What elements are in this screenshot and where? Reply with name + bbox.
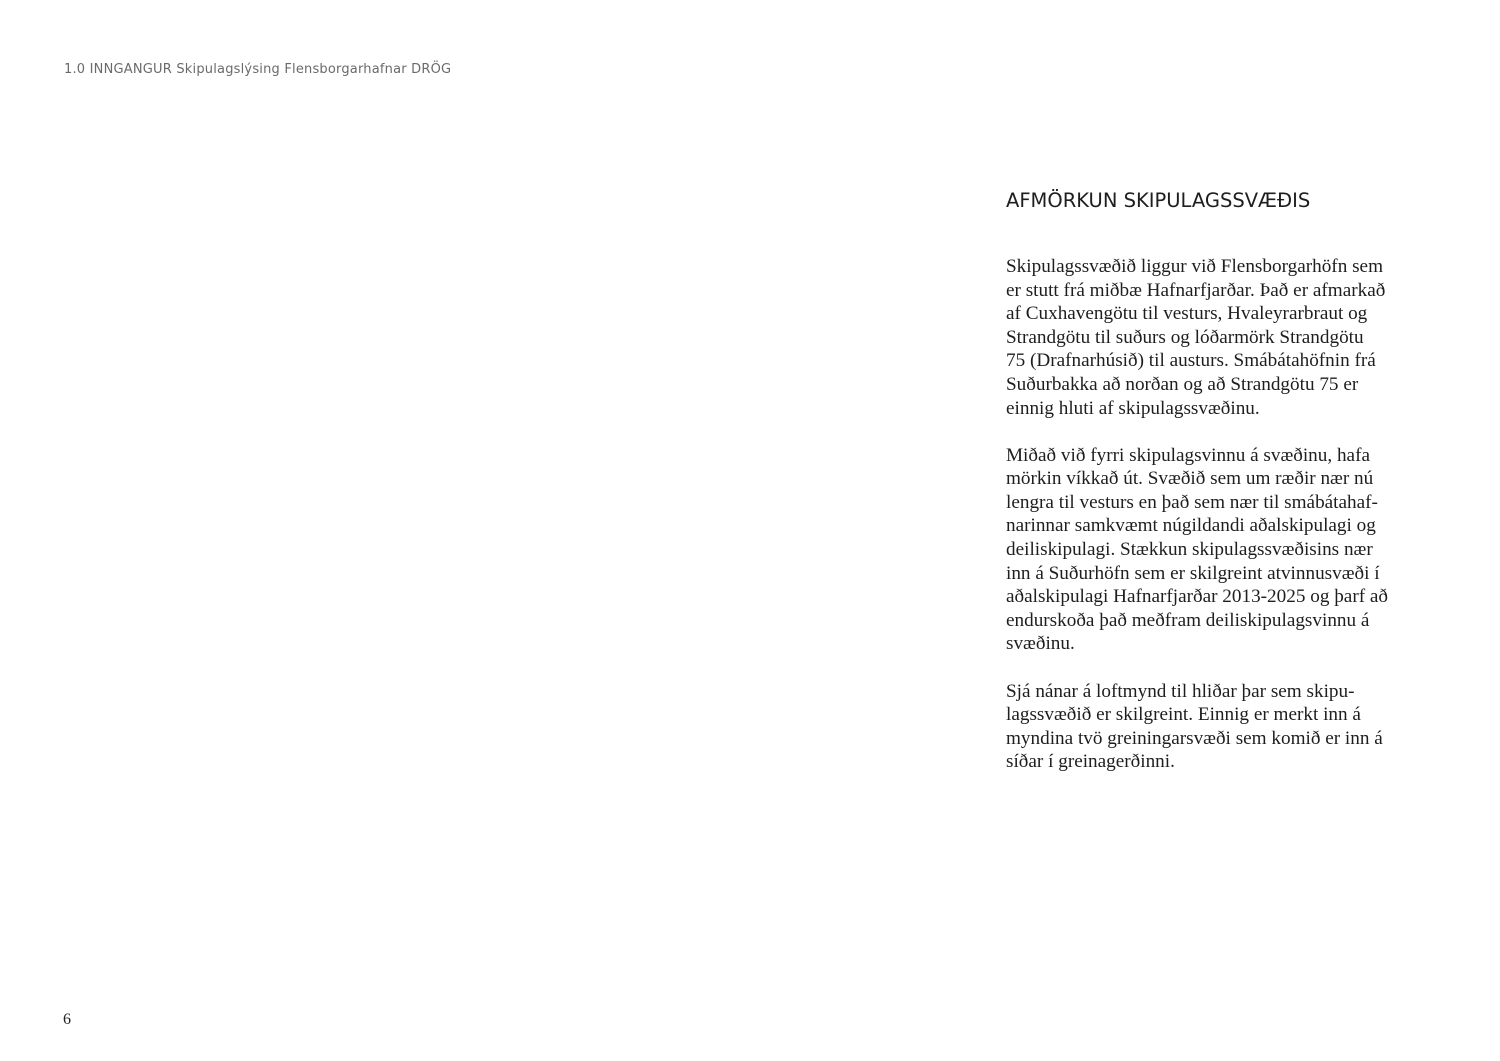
page-number: 6	[63, 1011, 71, 1028]
paragraph-1	[1006, 255, 1456, 420]
section-afmorkun	[1006, 188, 1456, 797]
paragraph-line: narinnar samkvæmt núgildandi aðalskipulagi og	[1006, 515, 1376, 537]
paragraph-line: Sjá nánar á loftmynd til hliðar þar sem skipu-	[1006, 680, 1355, 702]
paragraph-line: lengra til vesturs en það sem nær til smábátahaf-	[1006, 491, 1378, 513]
paragraph-line: Miðað við fyrri skipulagsvinnu á svæðinu, hafa	[1006, 444, 1370, 466]
paragraph-line: er stutt frá miðbæ Hafnarfjarðar. Það er afmarkað	[1006, 279, 1386, 301]
paragraph-line: endurskoða það meðfram deiliskipulagsvinnu á	[1006, 609, 1370, 631]
paragraph-line: Suðurbakka að norðan og að Strandgötu 75 er	[1006, 373, 1359, 395]
paragraph-line: svæðinu.	[1006, 633, 1075, 655]
paragraph-line: 75 (Drafnarhúsið) til austurs. Smábátahöfnin frá	[1006, 350, 1376, 372]
paragraph-line: aðalskipulagi Hafnarfjarðar 2013-2025 og þarf að	[1006, 586, 1389, 608]
paragraph-line: lagssvæðið er skilgreint. Einnig er merkt inn á	[1006, 704, 1361, 726]
paragraph-line: inn á Suðurhöfn sem er skilgreint atvinnusvæði í	[1006, 562, 1380, 584]
paragraph-line: Strandgötu til suðurs og lóðarmörk Strandgötu	[1006, 326, 1364, 348]
paragraph-line: myndina tvö greiningarsvæði sem komið er inn á	[1006, 727, 1383, 749]
section-title: AFMÖRKUN SKIPULAGSSVÆÐIS	[1006, 189, 1311, 212]
paragraph-line: síðar í greinagerðinni.	[1006, 751, 1175, 773]
running-header: 1.0 INNGANGUR Skipulagslýsing Flensborgarhafnar DRÖG	[64, 62, 452, 77]
paragraph-line: af Cuxhavengötu til vesturs, Hvaleyrarbraut og	[1006, 303, 1368, 325]
paragraph-line: deiliskipulagi. Stækkun skipulagssvæðisins nær	[1006, 539, 1373, 561]
paragraph-3	[1006, 680, 1456, 774]
paragraph-line: mörkin víkkað út. Svæðið sem um ræðir nær nú	[1006, 468, 1374, 490]
paragraph-2	[1006, 444, 1456, 656]
paragraph-line: Skipulagssvæðið liggur við Flensborgarhöfn sem	[1006, 256, 1383, 277]
paragraph-line: einnig hluti af skipulagssvæðinu.	[1006, 397, 1260, 419]
